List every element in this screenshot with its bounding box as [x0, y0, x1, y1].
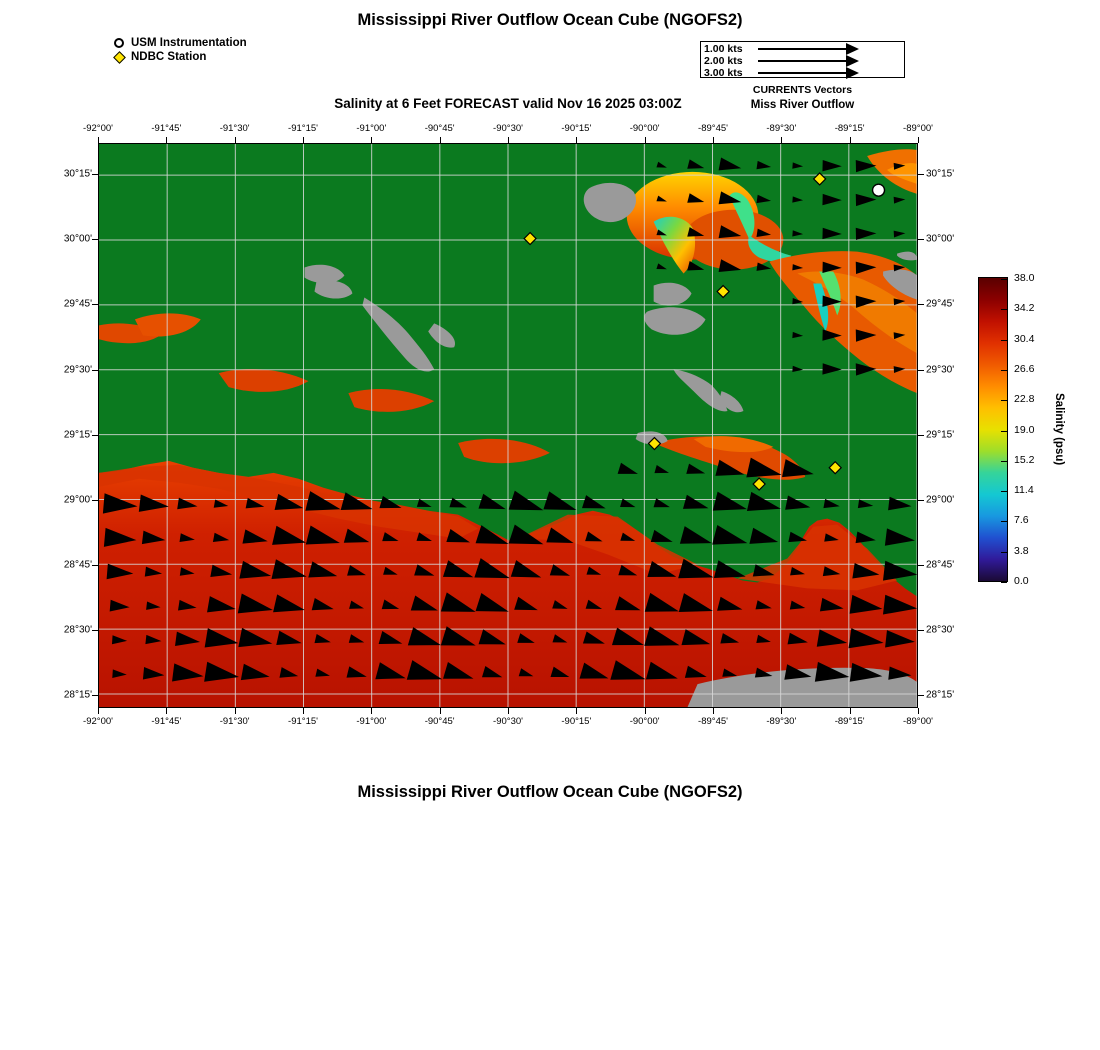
- map-canvas[interactable]: [99, 144, 917, 707]
- y-axis-tick: [918, 174, 924, 175]
- y-axis-label-right: 30°00': [926, 233, 955, 245]
- y-axis-label-left: 30°15': [63, 168, 92, 180]
- page-title: Mississippi River Outflow Ocean Cube (NGOFS2): [357, 11, 743, 29]
- x-axis-tick: [576, 708, 577, 714]
- y-axis-label-left: 28°45': [63, 559, 92, 571]
- x-axis-label-bottom: -92°00': [83, 716, 113, 727]
- legend-label-ndbc: NDBC Station: [131, 51, 207, 63]
- colorbar-tick: [1001, 279, 1007, 280]
- y-axis-label-right: 28°30': [926, 624, 955, 636]
- y-axis-tick: [918, 304, 924, 305]
- y-axis-label-right: 28°15': [926, 689, 955, 701]
- x-axis-tick: [303, 137, 304, 143]
- colorbar-tick-label: 34.2: [1014, 302, 1035, 315]
- x-axis-label-bottom: -89°30': [766, 716, 797, 727]
- x-axis-label-bottom: -91°30': [219, 716, 250, 727]
- x-axis-tick: [918, 137, 919, 143]
- x-axis-label-bottom: -91°45': [151, 716, 182, 727]
- legend-item-usm: [110, 36, 247, 50]
- map-panel[interactable]: [98, 143, 918, 708]
- y-axis-tick: [918, 500, 924, 501]
- x-axis-label-bottom: -89°15': [834, 716, 865, 727]
- vector-key-row-3: [701, 67, 904, 79]
- colorbar-tick-label: 19.0: [1014, 423, 1035, 436]
- colorbar-tick-label: 3.8: [1014, 544, 1029, 557]
- vector-arrowhead-3: [846, 67, 859, 79]
- colorbar-tick: [1001, 400, 1007, 401]
- x-axis-label-top: -91°00': [356, 123, 387, 134]
- x-axis-tick: [166, 137, 167, 143]
- x-axis-tick: [235, 137, 236, 143]
- x-axis-tick: [713, 137, 714, 143]
- y-axis-label-right: 29°30': [926, 364, 955, 376]
- colorbar-tick: [1001, 340, 1007, 341]
- x-axis-label-bottom: -90°15': [561, 716, 592, 727]
- x-axis-tick: [918, 708, 919, 714]
- x-axis-label-top: -90°45': [424, 123, 455, 134]
- x-axis-tick: [713, 708, 714, 714]
- open-circle-icon: [110, 38, 128, 48]
- x-axis-tick: [850, 137, 851, 143]
- colorbar-tick-label: 15.2: [1014, 453, 1035, 466]
- colorbar-tick-label: 0.0: [1014, 575, 1029, 587]
- y-axis-label-left: 28°15': [63, 689, 92, 701]
- colorbar-ticks: [979, 278, 1007, 581]
- x-axis-label-top: -89°30': [766, 123, 797, 134]
- x-axis-tick: [98, 708, 99, 714]
- y-axis-tick: [92, 500, 98, 501]
- x-axis-label-bottom: -91°00': [356, 716, 387, 727]
- y-axis-label-right: 29°45': [926, 298, 955, 310]
- y-axis-tick: [918, 695, 924, 696]
- vector-arrowhead-1: [846, 43, 859, 55]
- x-axis-tick: [850, 708, 851, 714]
- x-axis-tick: [371, 137, 372, 143]
- x-axis-label-bottom: -90°30': [493, 716, 523, 727]
- y-axis-tick: [918, 239, 924, 240]
- y-axis-tick: [92, 304, 98, 305]
- x-axis-tick: [440, 708, 441, 714]
- x-axis-label-bottom: -89°00': [903, 716, 933, 727]
- footer-title: Mississippi River Outflow Ocean Cube (NGOFS2): [357, 783, 743, 801]
- y-axis-label-left: 29°30': [63, 364, 92, 376]
- y-axis-tick: [92, 239, 98, 240]
- symbol-legend: [110, 36, 247, 64]
- y-axis-label-left: 29°00': [63, 494, 92, 506]
- x-axis-label-bottom: -90°00': [629, 716, 660, 727]
- x-axis-tick: [645, 137, 646, 143]
- legend-item-ndbc: [110, 50, 247, 64]
- x-axis-tick: [440, 137, 441, 143]
- x-axis-label-top: -91°15': [288, 123, 318, 134]
- y-axis-tick: [918, 435, 924, 436]
- colorbar-tick: [1001, 582, 1007, 583]
- y-axis-tick: [92, 565, 98, 566]
- x-axis-label-top: -89°00': [903, 123, 933, 134]
- colorbar-tick: [1001, 309, 1007, 310]
- x-axis-tick: [98, 137, 99, 143]
- y-axis-tick: [918, 370, 924, 371]
- y-axis-label-left: 29°45': [63, 298, 92, 310]
- vector-arrowhead-2: [846, 55, 859, 67]
- x-axis-tick: [371, 708, 372, 714]
- x-axis-tick: [508, 137, 509, 143]
- y-axis-label-left: 29°15': [63, 429, 92, 441]
- colorbar-tick-label: 26.6: [1014, 362, 1035, 375]
- miss-river-outflow-label: Miss River Outflow: [750, 99, 855, 111]
- vector-shaft-3: [758, 72, 846, 73]
- y-axis-tick: [92, 370, 98, 371]
- x-axis-tick: [781, 708, 782, 714]
- colorbar: [978, 277, 1008, 582]
- x-axis-label-top: -91°30': [219, 123, 250, 134]
- colorbar-tick: [1001, 370, 1007, 371]
- yellow-diamond-icon: [110, 53, 128, 62]
- legend-label-usm: USM Instrumentation: [131, 37, 247, 49]
- vector-shaft-1: [758, 48, 846, 49]
- vector-shaft-2: [758, 60, 846, 61]
- usm-instrumentation-marker[interactable]: [873, 184, 885, 196]
- y-axis-tick: [92, 630, 98, 631]
- colorbar-tick: [1001, 431, 1007, 432]
- x-axis-label-top: -90°15': [561, 123, 592, 134]
- x-axis-tick: [781, 137, 782, 143]
- y-axis-tick: [92, 174, 98, 175]
- x-axis-label-top: -89°15': [834, 123, 865, 134]
- colorbar-tick: [1001, 461, 1007, 462]
- colorbar-tick: [1001, 552, 1007, 553]
- colorbar-tick-label: 38.0: [1014, 272, 1035, 284]
- y-axis-tick: [918, 630, 924, 631]
- vector-key-label-2: 2.00 kts: [704, 55, 743, 67]
- vector-key-caption: CURRENTS Vectors: [752, 84, 853, 96]
- y-axis-label-left: 28°30': [63, 624, 92, 636]
- colorbar-tick-labels: [1014, 272, 1054, 587]
- x-axis-label-top: -90°00': [629, 123, 660, 134]
- vector-key-label-1: 1.00 kts: [704, 43, 743, 55]
- y-axis-tick: [92, 695, 98, 696]
- colorbar-tick: [1001, 491, 1007, 492]
- x-axis-tick: [166, 708, 167, 714]
- x-axis-tick: [303, 708, 304, 714]
- x-axis-label-top: -90°30': [493, 123, 523, 134]
- colorbar-tick-label: 11.4: [1014, 484, 1034, 497]
- vector-scale-key: [700, 41, 905, 78]
- colorbar-tick-label: 30.4: [1014, 332, 1035, 345]
- vector-key-row-2: [701, 55, 904, 67]
- y-axis-tick: [92, 435, 98, 436]
- colorbar-title: Salinity (psu): [1053, 393, 1065, 466]
- x-axis-label-top: -89°45': [698, 123, 728, 134]
- colorbar-tick-label: 7.6: [1014, 514, 1029, 527]
- x-axis-label-top: -92°00': [83, 123, 113, 134]
- x-axis-tick: [645, 708, 646, 714]
- x-axis-label-bottom: -91°15': [288, 716, 318, 727]
- x-axis-tick: [576, 137, 577, 143]
- vector-key-row-1: [701, 43, 904, 55]
- colorbar-tick: [1001, 521, 1007, 522]
- y-axis-label-right: 30°15': [926, 168, 955, 180]
- colorbar-tick-label: 22.8: [1014, 393, 1035, 406]
- x-axis-tick: [508, 708, 509, 714]
- vector-key-label-3: 3.00 kts: [704, 67, 743, 79]
- y-axis-label-right: 29°00': [926, 494, 955, 506]
- y-axis-label-left: 30°00': [63, 233, 92, 245]
- y-axis-label-right: 29°15': [926, 429, 955, 441]
- x-axis-tick: [235, 708, 236, 714]
- x-axis-label-bottom: -89°45': [698, 716, 728, 727]
- y-axis-label-right: 28°45': [926, 559, 955, 571]
- map-subtitle: Salinity at 6 Feet FORECAST valid Nov 16 2025 03:00Z: [334, 96, 682, 111]
- y-axis-tick: [918, 565, 924, 566]
- x-axis-label-top: -91°45': [151, 123, 182, 134]
- x-axis-label-bottom: -90°45': [424, 716, 455, 727]
